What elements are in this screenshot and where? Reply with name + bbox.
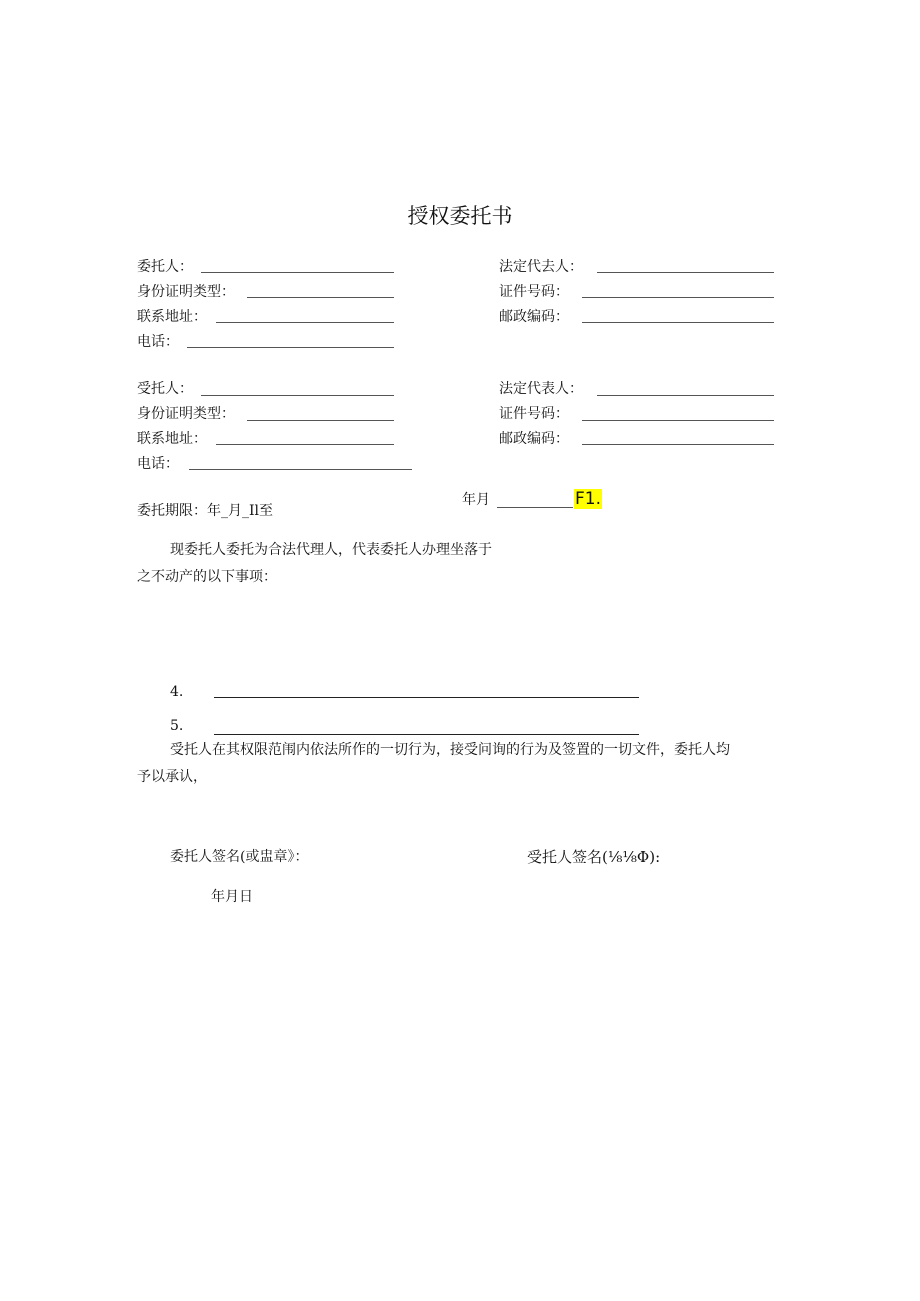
highlight-mark: F1.	[575, 489, 601, 509]
agent-name-label: 受托人：	[137, 381, 193, 397]
principal-id-type-field[interactable]	[247, 297, 394, 298]
agent-phone-label: 电话：	[137, 456, 179, 472]
term-end-marker	[574, 488, 602, 510]
list-item-number: 4.	[170, 684, 184, 700]
agent-address-field[interactable]	[216, 444, 394, 445]
agent-name-field[interactable]	[201, 395, 394, 396]
principal-signature-label: 委托人签名(或盅章》：	[170, 849, 309, 865]
principal-postcode-field[interactable]	[582, 322, 774, 323]
agent-signature-label: 受托人签名(⅛⅛Φ):	[527, 848, 661, 866]
agent-postcode-field[interactable]	[582, 444, 774, 445]
principal-name-label: 委托人：	[137, 259, 193, 275]
principal-postcode-label: 邮政编码：	[499, 309, 569, 325]
agent-address-label: 联系地址：	[137, 431, 207, 447]
term-end-field[interactable]	[497, 507, 573, 508]
agent-legal-rep-field[interactable]	[597, 395, 774, 396]
body-para2-line2: 予以承认，	[137, 769, 207, 785]
principal-name-field[interactable]	[201, 272, 394, 273]
list-item-field[interactable]	[214, 697, 639, 698]
body-para2-line1: 受托人在其权限范闱内依法所作的一切行为，接受问询的行为及签置的一切文件，委托人均	[170, 742, 730, 758]
principal-id-no-label: 证件号码：	[499, 284, 569, 300]
agent-postcode-label: 邮政编码：	[499, 431, 569, 447]
principal-id-no-field[interactable]	[582, 297, 774, 298]
signature-date-label: 年月日	[211, 889, 253, 905]
principal-address-field[interactable]	[216, 322, 394, 323]
term-label: 委托期限：年_月_Il至	[137, 503, 274, 519]
body-para1-line1: 现委托人委托为合法代理人，代表委托人办理坐落于	[170, 542, 492, 558]
list-item-field[interactable]	[214, 734, 639, 735]
list-item-number: 5.	[170, 718, 184, 734]
agent-id-no-field[interactable]	[582, 420, 774, 421]
principal-address-label: 联系地址：	[137, 309, 207, 325]
agent-id-type-label: 身份证明类型：	[137, 406, 235, 422]
principal-phone-label: 电话：	[137, 334, 179, 350]
body-para1-line2: 之不动产的以下事项：	[137, 569, 277, 585]
principal-legal-rep-label: 法定代去人：	[499, 259, 583, 275]
document-title: 授权委托书	[407, 204, 513, 228]
agent-phone-field[interactable]	[189, 469, 412, 470]
agent-id-type-field[interactable]	[247, 420, 394, 421]
principal-id-type-label: 身份证明类型：	[137, 284, 235, 300]
term-end-date-label: 年月	[462, 492, 490, 508]
principal-phone-field[interactable]	[187, 347, 394, 348]
agent-legal-rep-label: 法定代表人：	[499, 381, 583, 397]
agent-id-no-label: 证件号码：	[499, 406, 569, 422]
principal-legal-rep-field[interactable]	[597, 272, 774, 273]
